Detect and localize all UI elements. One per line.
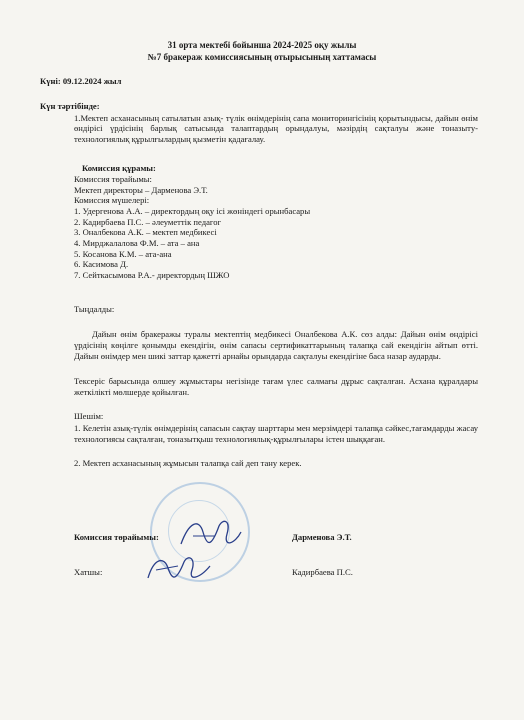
member-item: 3. Оналбекова А.К. – мектеп медбикесі [74, 227, 217, 238]
decision-title: Шешім: [74, 411, 104, 421]
decision-item-1: 1. Келетін азық-түлік өнімдерінің сапасын сақтау шарттары мен мерзімдері талапқа сәйкес,тағамдарды жасау технологиясы сақталған, тоназытқыш технологиялық-құрылғылары істен шыққаған. [74, 423, 478, 444]
member-item: 6. Касимова Д. [74, 259, 129, 270]
chair-line: Мектеп директоры – Дарменова Э.Т. [74, 184, 208, 195]
signature-chair-name: Дарменова Э.Т. [292, 532, 352, 542]
member-item: 1. Удергенова А.А. – директордың оқу ісі жөніндегі орынбасары [74, 205, 311, 216]
header-line-2: №7 бракераж комиссиясының отырысының хаттамасы [147, 52, 377, 62]
member-item: 2. Кадирбаева П.С. – әлеуметтік педагог [74, 216, 222, 227]
listened-text-2: Тексеріс барысында өлшеу жұмыстары негізінде тағам үлес салмағы дұрыс сақталған. Асхана құралдары жеткілікті мөлшерде қойылған. [74, 376, 478, 397]
member-item: 7. Сейткасымова Р.А.- директордың ШЖО [74, 269, 230, 280]
secretary-signature [144, 552, 214, 588]
member-item: 4. Мирджалалова Ф.М. – ата – ана [74, 237, 200, 248]
header-line-1: 31 орта мектебі бойынша 2024-2025 оқу жылы [167, 40, 357, 50]
member-item: 5. Косанова К.М. – ата-ана [74, 248, 172, 259]
agenda-text: 1.Мектеп асханасының сатылатын азық- түлік өнімдерінің сапа мониторингісінің қорытындысы, дайын өнім өндірісі үрдісінің барлық сатысында талаптардың орындалуы, мәзірдің сақталуы және тоназыту-технологиялық құрылғылардың қызметін қадағалау. [74, 113, 478, 144]
chair-label: Комиссия төрайымы: [74, 174, 152, 184]
signature-secretary-name: Кадирбаева П.С. [292, 567, 353, 577]
chair-signature [175, 514, 245, 554]
decision-item-2: 2. Мектеп асханасының жұмысын талапқа сай деп тану керек. [74, 458, 302, 468]
signature-chair-label: Комиссия төрайымы: [74, 532, 159, 542]
commission-title: Комиссия құрамы: [82, 163, 156, 173]
protocol-date: Күні: 09.12.2024 жыл [40, 76, 122, 86]
commission-list [74, 174, 310, 281]
members-label: Комиссия мүшелері: [74, 195, 150, 206]
agenda-title: Күн тәртібінде: [40, 101, 100, 111]
signature-secretary-label: Хатшы: [74, 567, 103, 577]
listened-title: Тыңдалды: [74, 304, 115, 314]
listened-text-1: Дайын өнім бракеражы туралы мектептің медбикесі Оналбекова А.К. сөз алды: Дайын өнім өндірісі үрдісінің көңілге қонымды екендігін, өнім сапасы сертификаттарының талапқа сай екендігін айтып өтті. Дайын өнімдер мен шикі заттар қажетті арнайы орындарда сақталуы екендігіне баса назар аударды. [74, 329, 478, 361]
